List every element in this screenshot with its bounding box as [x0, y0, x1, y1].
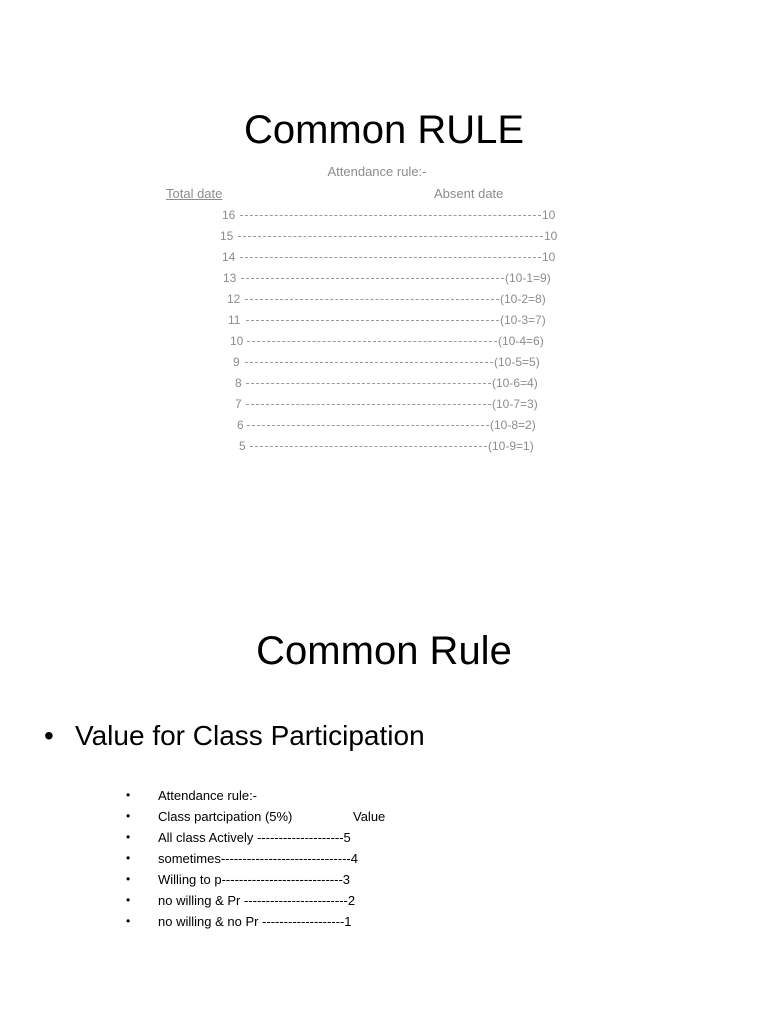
- list-item-text: Attendance rule:-: [158, 788, 258, 803]
- dashed-leader: [246, 404, 491, 405]
- bullet-icon: •: [126, 893, 131, 907]
- absent-date-value: (10-3=7): [500, 313, 546, 327]
- list-item-text: All class Actively --------------------5: [158, 830, 351, 845]
- dashed-leader: [245, 299, 499, 300]
- attendance-row: [0, 207, 768, 224]
- dashed-leader: [241, 278, 504, 279]
- total-date-value: 11: [228, 313, 241, 327]
- dashed-leader: [246, 383, 491, 384]
- list-item-text: no willing & no Pr -------------------1: [158, 914, 352, 929]
- bullet-icon: •: [44, 720, 54, 751]
- list-item-text: Willing to p----------------------------3: [158, 872, 351, 887]
- absent-date-value: (10-4=6): [498, 334, 544, 348]
- slide-title: Common Rule: [256, 629, 512, 673]
- list-item: [126, 848, 526, 869]
- absent-date-value: (10-5=5): [494, 355, 540, 369]
- total-date-value: 9: [233, 355, 240, 369]
- list-item-text: no willing & Pr ------------------------2: [158, 893, 356, 908]
- attendance-row: [0, 438, 768, 455]
- total-date-value: 10: [230, 334, 244, 348]
- dashed-leader: [245, 362, 493, 363]
- bullet-icon: •: [126, 872, 131, 886]
- total-date-value: 8: [235, 376, 242, 390]
- absent-date-value: 10: [544, 229, 558, 243]
- absent-date-value: (10-1=9): [505, 271, 551, 285]
- column-header-absent-date: Absent date: [434, 186, 504, 201]
- attendance-row: [0, 249, 768, 266]
- participation-list: [126, 785, 526, 932]
- attendance-row: [0, 333, 768, 350]
- bullet-icon: •: [126, 851, 131, 865]
- absent-date-value: (10-6=4): [492, 376, 538, 390]
- total-date-value: 13: [223, 271, 237, 285]
- dashed-leader: [246, 320, 499, 321]
- attendance-row: [0, 375, 768, 392]
- dashed-leader: [247, 425, 489, 426]
- total-date-value: 15: [220, 229, 234, 243]
- bullet-icon: •: [126, 914, 131, 928]
- list-item: [126, 827, 526, 848]
- slide-title: Common RULE: [243, 108, 525, 152]
- column-header-total-date: Total date: [166, 186, 223, 201]
- absent-date-value: (10-8=2): [490, 418, 536, 432]
- list-item: [126, 785, 526, 806]
- total-date-value: 5: [239, 439, 246, 453]
- main-bullet-text: Value for Class Participation: [75, 720, 425, 751]
- dashed-leader: [240, 215, 541, 216]
- absent-date-value: (10-2=8): [500, 292, 546, 306]
- bullet-icon: •: [126, 830, 131, 844]
- absent-date-value: 10: [542, 250, 556, 264]
- dashed-leader: [250, 446, 487, 447]
- attendance-row: [0, 396, 768, 413]
- total-date-value: 6: [237, 418, 244, 432]
- bullet-icon: •: [126, 788, 131, 802]
- list-item: [126, 806, 526, 827]
- list-item: [126, 890, 526, 911]
- slide-class-participation: [0, 512, 768, 1024]
- absent-date-value: (10-9=1): [488, 439, 534, 453]
- attendance-row: [0, 270, 768, 287]
- attendance-row: [0, 312, 768, 329]
- attendance-row: [0, 291, 768, 308]
- attendance-heading: Attendance rule:-: [327, 164, 427, 179]
- absent-date-value: (10-7=3): [492, 397, 538, 411]
- total-date-value: 12: [227, 292, 241, 306]
- list-item: [126, 911, 526, 932]
- total-date-value: 14: [222, 250, 236, 264]
- dashed-leader: [238, 236, 543, 237]
- total-date-value: 7: [235, 397, 242, 411]
- list-item: [126, 869, 526, 890]
- value-column-label: Value: [353, 809, 386, 824]
- bullet-icon: •: [126, 809, 131, 823]
- list-item-text: sometimes------------------------------4: [158, 851, 358, 866]
- dashed-leader: [240, 257, 541, 258]
- attendance-row: [0, 228, 768, 245]
- absent-date-value: 10: [542, 208, 556, 222]
- attendance-row: [0, 354, 768, 371]
- attendance-row: [0, 417, 768, 434]
- list-item-text: Class partcipation (5%): [158, 809, 293, 824]
- total-date-value: 16: [222, 208, 236, 222]
- dashed-leader: [247, 341, 497, 342]
